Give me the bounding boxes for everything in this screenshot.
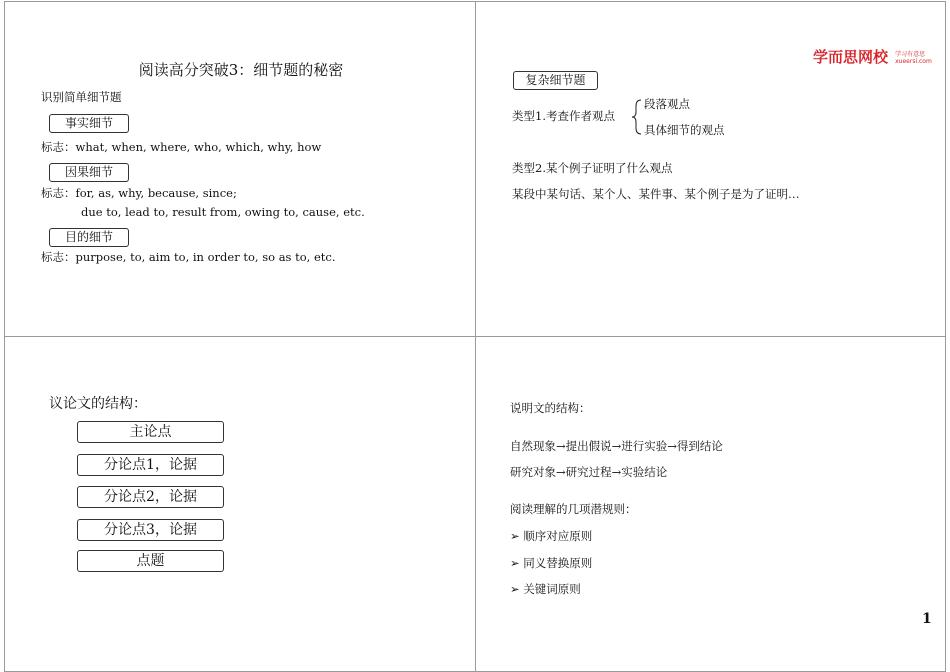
structure-item-sub-point-2: 分论点2，论据 — [77, 486, 224, 508]
argument-structure-heading: 议论文的结构： — [49, 396, 147, 412]
page-number: 1 — [922, 611, 932, 627]
rule-label: 关键词原则 — [523, 582, 581, 596]
slide-3 — [4, 336, 476, 672]
brand-logo — [813, 46, 932, 67]
rules-heading: 阅读理解的几项潜规则： — [510, 502, 637, 516]
exposition-structure-heading: 说明文的结构： — [510, 401, 591, 415]
exposition-flow-2: 研究对象→研究过程→实验结论 — [510, 465, 668, 479]
logo-sub-text: 学习有意思 — [895, 51, 926, 58]
type1-option-paragraph: 段落观点 — [644, 97, 690, 111]
arrow-bullet-icon: ➢ — [510, 556, 520, 570]
purpose-signal-text: 标志：purpose, to, aim to, in order to, so as to, etc. — [41, 250, 336, 264]
curly-brace-icon — [631, 98, 643, 136]
complex-detail-box: 复杂细节题 — [513, 71, 598, 90]
purpose-detail-box: 目的细节 — [49, 228, 129, 247]
cause-signal-text: 标志：for, as, why, because, since; — [41, 186, 237, 200]
arrow-bullet-icon: ➢ — [510, 529, 520, 543]
type1-label: 类型1.考查作者观点 — [512, 109, 615, 123]
rule-item — [510, 555, 592, 571]
structure-item-sub-point-3: 分论点3，论据 — [77, 519, 224, 541]
slide-2 — [475, 1, 946, 337]
arrow-bullet-icon: ➢ — [510, 582, 520, 596]
fact-signal-text: 标志：what, when, where, who, which, why, how — [41, 140, 322, 154]
structure-item-main-point: 主论点 — [77, 421, 224, 443]
slide-title: 阅读高分突破3：细节题的秘密 — [138, 61, 344, 79]
slide-1 — [4, 1, 476, 337]
type1-option-specific: 具体细节的观点 — [644, 123, 725, 137]
cause-signal-text-continued: due to, lead to, result from, owing to, cause, etc. — [81, 205, 365, 219]
structure-item-conclusion: 点题 — [77, 550, 224, 572]
slide-subtitle: 识别简单细节题 — [41, 90, 122, 104]
rule-label: 顺序对应原则 — [523, 529, 593, 543]
type2-detail: 某段中某句话、某个人、某件事、某个例子是为了证明… — [512, 187, 800, 201]
fact-detail-box: 事实细节 — [49, 114, 129, 133]
rule-item — [510, 528, 592, 544]
slide-4 — [475, 336, 946, 672]
structure-item-sub-point-1: 分论点1，论据 — [77, 454, 224, 476]
rule-item — [510, 581, 581, 597]
type2-label: 类型2.某个例子证明了什么观点 — [512, 161, 673, 175]
rule-label: 同义替换原则 — [523, 556, 593, 570]
cause-detail-box: 因果细节 — [49, 163, 129, 182]
logo-url-text: xueersi.com — [895, 58, 932, 65]
logo-main-text: 学而思网校 — [813, 48, 889, 66]
exposition-flow-1: 自然现象→提出假说→进行实验→得到结论 — [510, 439, 723, 453]
